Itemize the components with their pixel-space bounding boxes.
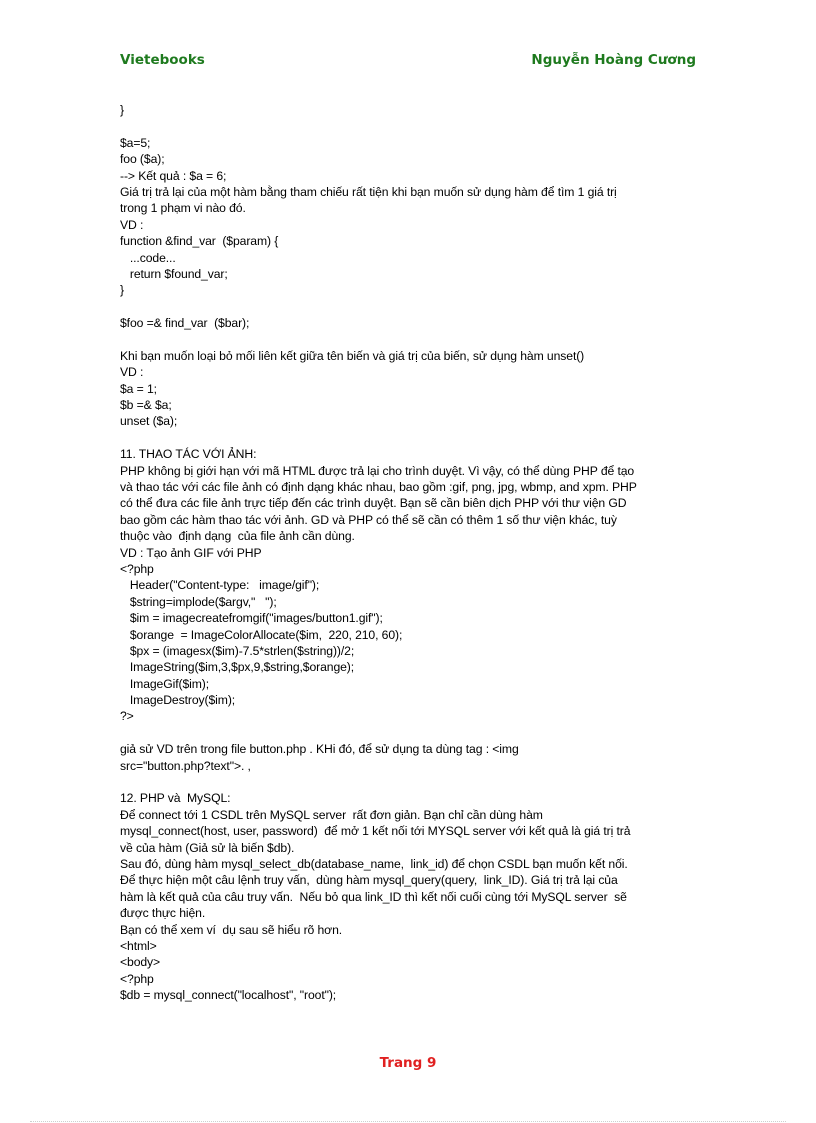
body-line: hàm là kết quả của câu truy vấn. Nếu bỏ qua link_ID thì kết nối cuối cùng tới MySQL server sẽ bbox=[120, 889, 627, 904]
body-line: được thực hiện. bbox=[120, 906, 206, 921]
body-line: VD : bbox=[120, 365, 144, 380]
body-line: ?> bbox=[120, 709, 134, 724]
body-line: foo ($a); bbox=[120, 152, 165, 167]
body-line: Sau đó, dùng hàm mysql_select_db(database_name, link_id) để chọn CSDL bạn muốn kết nối. bbox=[120, 856, 628, 871]
body-line: $b =& $a; bbox=[120, 398, 172, 413]
body-line: <html> bbox=[120, 938, 157, 953]
body-line: $foo =& find_var ($bar); bbox=[120, 316, 250, 331]
body-line: Để connect tới 1 CSDL trên MySQL server rất đơn giản. Bạn chỉ cần dùng hàm bbox=[120, 807, 543, 822]
body-line bbox=[120, 774, 700, 790]
body-line: ...code... bbox=[120, 250, 176, 265]
body-line: src="button.php?text">. , bbox=[120, 758, 251, 773]
body-line: mysql_connect(host, user, password) để mở 1 kết nối tới MYSQL server với kết quả là giá trị trả bbox=[120, 824, 631, 839]
body-line bbox=[120, 725, 700, 741]
body-line: $a = 1; bbox=[120, 381, 157, 396]
body-line: <body> bbox=[120, 955, 161, 970]
page-bottom-divider bbox=[30, 1121, 786, 1122]
body-line bbox=[120, 299, 700, 315]
body-line: Để thực hiện một câu lệnh truy vấn, dùng hàm mysql_query(query, link_ID). Giá trị trả lại của bbox=[120, 873, 618, 888]
body-line: } bbox=[120, 283, 124, 298]
body-line: unset ($a); bbox=[120, 414, 178, 429]
body-line: ImageGif($im); bbox=[120, 676, 210, 691]
header-author-text: Nguyễn Hoàng Cương bbox=[531, 52, 696, 68]
header-left-text: Vietebooks bbox=[120, 52, 205, 68]
body-line: <?php bbox=[120, 561, 154, 576]
body-line: $im = imagecreatefromgif("images/button1.gif"); bbox=[120, 611, 383, 626]
body-line bbox=[120, 118, 700, 134]
page-header bbox=[120, 52, 696, 70]
body-line: VD : bbox=[120, 217, 144, 232]
body-line: $orange = ImageColorAllocate($im, 220, 210, 60); bbox=[120, 627, 403, 642]
body-line: Header("Content-type: image/gif"); bbox=[120, 578, 320, 593]
body-line: function &find_var ($param) { bbox=[120, 234, 279, 249]
body-line: Khi bạn muốn loại bỏ mối liên kết giữa tên biến và giá trị của biến, sử dụng hàm unset() bbox=[120, 348, 585, 363]
body-line: --> Kết quả : $a = 6; bbox=[120, 168, 227, 183]
body-line: và thao tác với các file ảnh có định dạng khác nhau, bao gồm :gif, png, jpg, wbmp, and xpm. PHP bbox=[120, 479, 637, 494]
body-line: } bbox=[120, 103, 124, 117]
body-line: Giá trị trả lại của một hàm bằng tham chiếu rất tiện khi bạn muốn sử dụng hàm để tìm 1 giá trị bbox=[120, 184, 617, 199]
body-line: ImageString($im,3,$px,9,$string,$orange); bbox=[120, 660, 355, 675]
body-line: <?php bbox=[120, 971, 154, 986]
body-line: $px = (imagesx($im)-7.5*strlen($string))/2; bbox=[120, 643, 355, 658]
body-line: Bạn có thể xem ví dụ sau sẽ hiểu rõ hơn. bbox=[120, 922, 343, 937]
body-line: thuộc vào định dạng của file ảnh cần dùng. bbox=[120, 529, 355, 544]
body-line bbox=[120, 331, 700, 347]
body-line: $string=implode($argv," "); bbox=[120, 594, 277, 609]
body-line: có thể đưa các file ảnh trực tiếp đến các trình duyệt. Bạn sẽ cần biên dịch PHP với thư viện GD bbox=[120, 496, 627, 511]
body-line: 11. THAO TÁC VỚI ẢNH: bbox=[120, 447, 257, 462]
body-line bbox=[120, 430, 700, 446]
body-line: về của hàm (Giả sử là biến $db). bbox=[120, 840, 295, 855]
body-line: trong 1 phạm vi nào đó. bbox=[120, 201, 246, 216]
body-line: 12. PHP và MySQL: bbox=[120, 791, 231, 806]
body-line: giả sử VD trên trong file button.php . KHi đó, để sử dụng ta dùng tag : <img bbox=[120, 742, 519, 757]
body-line: bao gồm các hàm thao tác với ảnh. GD và PHP có thể sẽ cần có thêm 1 số thư viện khác, tuỳ bbox=[120, 512, 617, 527]
page-number: Trang 9 bbox=[379, 1055, 437, 1071]
body-line: $a=5; bbox=[120, 135, 151, 150]
body-line: ImageDestroy($im); bbox=[120, 693, 236, 708]
body-line: return $found_var; bbox=[120, 266, 228, 281]
body-line: PHP không bị giới hạn với mã HTML được trả lại cho trình duyệt. Vì vậy, có thể dùng PHP để tạo bbox=[120, 463, 635, 478]
document-body bbox=[120, 102, 700, 1003]
body-line: $db = mysql_connect("localhost", "root"); bbox=[120, 988, 337, 1003]
body-line: VD : Tạo ảnh GIF với PHP bbox=[120, 545, 262, 560]
